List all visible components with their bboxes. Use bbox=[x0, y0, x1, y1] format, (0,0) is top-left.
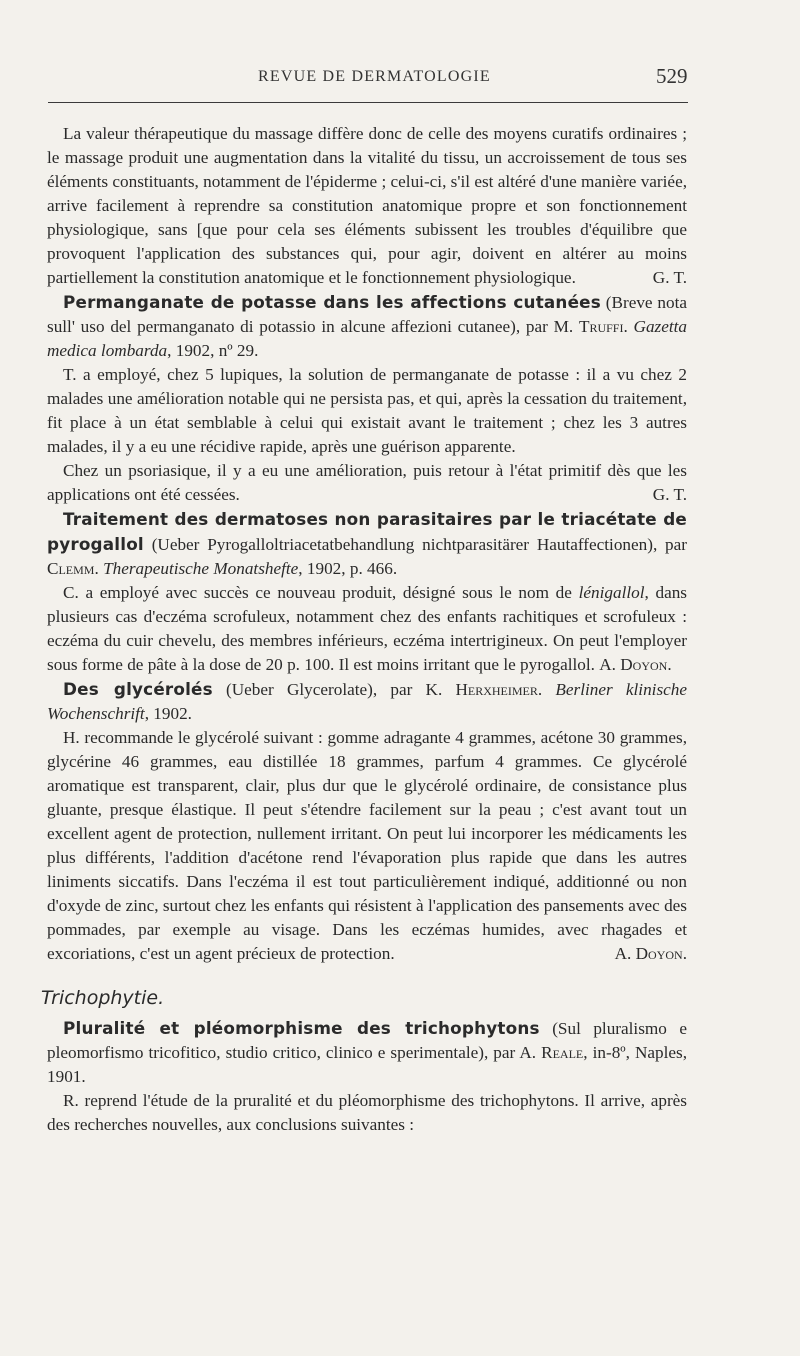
permanganate-ref-post: , 1902, nº 29. bbox=[167, 341, 259, 360]
pyrogallol-ref-post: , 1902, p. 466. bbox=[298, 559, 398, 578]
pyrogallol-author: Clemm bbox=[47, 559, 95, 578]
glycerols-journal: Berliner klinische Wochenschrift bbox=[47, 680, 687, 723]
pyrogallol-paragraph bbox=[47, 581, 687, 677]
article-body bbox=[41, 122, 687, 1137]
permanganate-signature: G. T. bbox=[652, 485, 687, 504]
running-head bbox=[0, 64, 800, 92]
trichophytons-ref-pre: (Sul pluralismo e pleomorfismo tricofitico, studio critico, clinico e sperimentale), par A. bbox=[47, 1019, 687, 1062]
pyrogallol-product: lénigallol bbox=[578, 583, 645, 602]
glycerols-para-text: H. recommande le glycérolé suivant : gomme adragante 4 grammes, acétone 30 grammes, glycérine 46 grammes, eau distillée 18 grammes, parfum 4 grammes. Ce glycérolé aromatique est transparent, clair, plus dur que le glycérolé ordinaire, de consistance plus gluante, presque élastique. Il peut s'étendre facilement sur la peau ; c'est avant tout un excellent agent de protection, nullement irritant. On peut lui incorporer les médicaments les plus différents, l'addition d'acétone rend l'évaporation plus rapide que dans les autres liniments siccatifs. Dans l'eczéma il est tout particulièrement indiqué, additionné ou non d'oxyde de zinc, surtout chez les enfants qui résistent à l'application des pansements avec des pommades, par exemple au visage. Dans les eczémas humides, avec rhagades et excoriations, c'est un agent précieux de protection. bbox=[47, 728, 687, 963]
permanganate-author: Truffi bbox=[578, 317, 624, 336]
pyrogallol-title: Traitement des dermatoses non parasitaires par le triacétate de pyrogallol bbox=[47, 509, 687, 554]
permanganate-heading bbox=[47, 290, 687, 363]
pyrogallol-ref-mid: . bbox=[94, 559, 104, 578]
permanganate-ref-pre: (Breve nota sull' uso del permanganato di potassio in alcune affezioni cutanee), par M. bbox=[47, 293, 687, 336]
trichophytons-heading bbox=[47, 1016, 687, 1089]
pyrogallol-para-post: , dans plusieurs cas d'eczéma scrofuleux, notamment chez des enfants rachitiques et scrofuleux : eczéma du cuir chevelu, des membres inférieurs, eczéma intertrigineux. On peut l'employer sous forme de pâte à la dose de 20 p. 100. Il est moins irritant que le pyrogallol. bbox=[47, 583, 687, 674]
glycerols-title: Des glycérolés bbox=[63, 679, 213, 699]
permanganate-title: Permanganate de potasse dans les affections cutanées bbox=[63, 292, 601, 312]
trichophytons-ref-post: , in-8º, Naples, 1901. bbox=[47, 1043, 687, 1086]
pyrogallol-para-pre: C. a employé avec succès ce nouveau produit, désigné sous le nom de bbox=[63, 583, 579, 602]
running-title: REVUE DE DERMATOLOGIE bbox=[258, 68, 491, 85]
massage-text: La valeur thérapeutique du massage diffère donc de celle des moyens curatifs ordinaires ; le massage produit une augmentation dans la vitalité du tissu, un accroissement de tous ses éléments constituants, notamment de l'épiderme ; celui-ci, s'il est altéré d'une manière variée, arrive facilement à reprendre sa constitution anatomique propre et son fonctionnement physiologique, sans [que pour cela ses éléments subissent les troubles d'équilibre que provoquent l'application des substances qui, pour agir, doivent en altérer au moins partiellement la constitution anatomique et le fonctionnement physiologique. bbox=[47, 124, 687, 287]
glycerols-heading bbox=[47, 677, 687, 726]
pyrogallol-journal: Therapeutische Monatshefte bbox=[103, 559, 299, 578]
massage-signature: G. T. bbox=[652, 268, 687, 287]
pyrogallol-signature: A. Doyon. bbox=[599, 655, 672, 674]
glycerols-author: K. Herxheimer bbox=[425, 680, 538, 699]
permanganate-para2-text: Chez un psoriasique, il y a eu une amélioration, puis retour à l'état primitif dès que les applications ont été cessées. bbox=[47, 461, 687, 504]
glycerols-ref-mid: . bbox=[537, 680, 556, 699]
header-rule bbox=[48, 102, 688, 103]
glycerols-paragraph bbox=[47, 726, 687, 966]
pyrogallol-heading bbox=[47, 507, 687, 581]
trichophytons-author: Reale bbox=[541, 1043, 584, 1062]
trichophytons-paragraph: R. reprend l'étude de la pruralité et du pléomorphisme des trichophytons. Il arrive, après des recherches nouvelles, aux conclusions suivantes : bbox=[47, 1091, 687, 1134]
permanganate-paragraph-1: T. a employé, chez 5 lupiques, la solution de permanganate de potasse : il a vu chez 2 malades une amélioration notable qui ne persista pas, et qui, après la cessation du traitement, fit place à un état semblable à celui qui existait avant le traitement ; chez les 3 autres malades, il y a eu une récidive rapide, après une guérison apparente. bbox=[47, 365, 687, 456]
section-heading-trichophytie: Trichophytie. bbox=[41, 987, 165, 1009]
pyrogallol-ref-pre: (Ueber Pyrogalloltriacetatbehandlung nichtparasitärer Hautaffectionen), par bbox=[143, 535, 687, 554]
glycerols-signature: A. Doyon. bbox=[614, 944, 687, 963]
massage-paragraph bbox=[47, 122, 687, 290]
glycerols-ref-pre: (Ueber Glycerolate), par bbox=[212, 680, 426, 699]
glycerols-ref-post: , 1902. bbox=[144, 704, 192, 723]
trichophytons-title: Pluralité et pléomorphisme des trichophytons bbox=[63, 1018, 540, 1038]
permanganate-paragraph-2 bbox=[47, 459, 687, 507]
permanganate-ref-mid: . bbox=[623, 317, 634, 336]
page-number: 529 bbox=[656, 64, 688, 88]
permanganate-journal: Gazetta medica lombarda bbox=[47, 317, 687, 360]
